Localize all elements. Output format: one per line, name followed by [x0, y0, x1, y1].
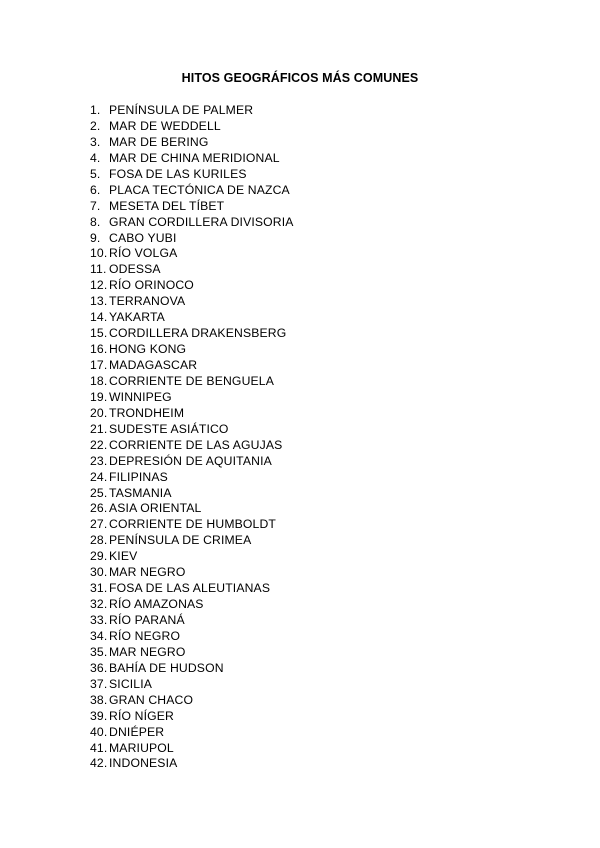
- list-item-number: 18.: [90, 373, 108, 388]
- list-item-number: 16.: [90, 342, 108, 357]
- list-item: [90, 231, 294, 247]
- list-item-label: PLACA TECTÓNICA DE NAZCA: [109, 182, 290, 197]
- list-item: [90, 438, 294, 454]
- list-item-label: GRAN CORDILLERA DIVISORIA: [109, 214, 294, 229]
- list-item-number: 13.: [90, 294, 108, 309]
- list-item-number: 15.: [90, 326, 108, 341]
- list-item-number: 35.: [90, 644, 108, 659]
- list-item-number: 25.: [90, 485, 108, 500]
- list-item-label: WINNIPEG: [109, 389, 172, 404]
- list-item-number: 12.: [90, 278, 108, 293]
- list-item: [90, 597, 294, 613]
- list-item-label: RÍO VOLGA: [109, 246, 178, 261]
- list-item-number: 23.: [90, 453, 108, 468]
- document-title: HITOS GEOGRÁFICOS MÁS COMUNES: [181, 71, 419, 85]
- list-item-number: 3.: [90, 134, 101, 149]
- list-item-number: 29.: [90, 549, 108, 564]
- list-item: [90, 342, 294, 358]
- list-item: [90, 741, 294, 757]
- list-item-number: 7.: [90, 198, 101, 213]
- list-item: [90, 246, 294, 262]
- list-item: [90, 310, 294, 326]
- list-item: [90, 103, 294, 119]
- list-item-label: MESETA DEL TÍBET: [109, 198, 225, 213]
- list-item-number: 40.: [90, 724, 108, 739]
- list-item: [90, 167, 294, 183]
- list-item: [90, 390, 294, 406]
- list-item: [90, 262, 294, 278]
- list-item-label: SICILIA: [109, 676, 153, 691]
- list-item-label: RÍO NEGRO: [109, 628, 181, 643]
- list-item-label: GRAN CHACO: [109, 692, 194, 707]
- list-item-label: SUDESTE ASIÁTICO: [109, 421, 229, 436]
- list-item-number: 36.: [90, 660, 108, 675]
- list-item: [90, 470, 294, 486]
- list-item-number: 41.: [90, 740, 108, 755]
- list-item-number: 11.: [90, 262, 107, 277]
- list-item-label: MAR DE BERING: [109, 134, 209, 149]
- list-item-label: TERRANOVA: [109, 294, 186, 309]
- list-item-number: 14.: [90, 310, 108, 325]
- list-item: [90, 135, 294, 151]
- landmark-list: [90, 103, 294, 772]
- list-item-label: CORRIENTE DE HUMBOLDT: [109, 517, 277, 532]
- list-item-number: 34.: [90, 628, 108, 643]
- list-item-label: MAR DE CHINA MERIDIONAL: [109, 150, 280, 165]
- list-item: [90, 756, 294, 772]
- list-item: [90, 517, 294, 533]
- list-item: [90, 119, 294, 135]
- list-item-number: 37.: [90, 676, 108, 691]
- list-item-label: CABO YUBI: [109, 230, 177, 245]
- list-item: [90, 709, 294, 725]
- list-item-number: 4.: [90, 150, 101, 165]
- list-item: [90, 565, 294, 581]
- list-item-label: MAR NEGRO: [109, 565, 186, 580]
- list-item: [90, 278, 294, 294]
- list-item-number: 39.: [90, 708, 108, 723]
- list-item-label: TRONDHEIM: [109, 405, 185, 420]
- list-item-label: RÍO ORINOCO: [109, 278, 194, 293]
- list-item: [90, 661, 294, 677]
- list-item: [90, 422, 294, 438]
- list-item-number: 10.: [90, 246, 108, 261]
- list-item-label: MARIUPOL: [109, 740, 174, 755]
- list-item-label: CORRIENTE DE BENGUELA: [109, 373, 275, 388]
- list-item: [90, 294, 294, 310]
- list-item-number: 42.: [90, 756, 108, 771]
- list-item-number: 28.: [90, 533, 108, 548]
- list-item-label: FILIPINAS: [109, 469, 168, 484]
- list-item: [90, 183, 294, 199]
- list-item: [90, 725, 294, 741]
- list-item-label: FOSA DE LAS KURILES: [109, 166, 247, 181]
- list-item-number: 24.: [90, 469, 108, 484]
- list-item-label: CORDILLERA DRAKENSBERG: [109, 326, 287, 341]
- list-item: [90, 454, 294, 470]
- list-item: [90, 215, 294, 231]
- list-item-label: DNIÉPER: [109, 724, 165, 739]
- list-item: [90, 326, 294, 342]
- list-item-label: MAR NEGRO: [109, 644, 186, 659]
- list-item: [90, 549, 294, 565]
- list-item-number: 27.: [90, 517, 108, 532]
- list-item-label: RÍO NÍGER: [109, 708, 175, 723]
- list-item: [90, 374, 294, 390]
- list-item-number: 21.: [90, 421, 108, 436]
- list-item-label: KIEV: [109, 549, 138, 564]
- list-item: [90, 613, 294, 629]
- list-item-label: YAKARTA: [109, 310, 165, 325]
- list-item-number: 17.: [90, 358, 108, 372]
- list-item-label: ODESSA: [109, 262, 161, 277]
- list-item: [90, 406, 294, 422]
- list-item-label: PENÍNSULA DE CRIMEA: [109, 533, 252, 548]
- list-item-label: FOSA DE LAS ALEUTIANAS: [109, 581, 271, 596]
- list-item-label: CORRIENTE DE LAS AGUJAS: [109, 437, 283, 452]
- list-item-label: RÍO AMAZONAS: [109, 597, 204, 612]
- list-item: [90, 629, 294, 645]
- list-item-number: 19.: [90, 389, 108, 404]
- list-item: [90, 486, 294, 502]
- list-item-number: 1.: [90, 103, 101, 117]
- list-item: [90, 199, 294, 215]
- list-item-label: TASMANIA: [109, 485, 172, 500]
- list-item-number: 8.: [90, 214, 101, 229]
- list-item-number: 33.: [90, 613, 108, 627]
- list-item-number: 26.: [90, 501, 108, 516]
- list-item-number: 9.: [90, 230, 101, 245]
- list-item: [90, 501, 294, 517]
- list-item-number: 22.: [90, 437, 108, 452]
- list-item-number: 5.: [90, 166, 101, 181]
- list-item: [90, 358, 294, 374]
- list-item-label: DEPRESIÓN DE AQUITANIA: [109, 453, 272, 468]
- list-item-number: 38.: [90, 692, 108, 707]
- list-item-number: 2.: [90, 118, 101, 133]
- list-item-label: HONG KONG: [109, 342, 187, 357]
- list-item-label: PENÍNSULA DE PALMER: [109, 103, 254, 117]
- list-item-label: MAR DE WEDDELL: [109, 118, 221, 133]
- list-item-label: MADAGASCAR: [109, 358, 198, 372]
- list-item-number: 6.: [90, 182, 101, 197]
- list-item-number: 30.: [90, 565, 108, 580]
- list-item-label: ASIA ORIENTAL: [109, 501, 202, 516]
- list-item: [90, 533, 294, 549]
- list-item: [90, 693, 294, 709]
- list-item-number: 31.: [90, 581, 108, 596]
- list-item: [90, 581, 294, 597]
- list-item: [90, 677, 294, 693]
- list-item: [90, 151, 294, 167]
- list-item-number: 20.: [90, 405, 108, 420]
- list-item-number: 32.: [90, 597, 108, 612]
- list-item: [90, 645, 294, 661]
- list-item-label: BAHÍA DE HUDSON: [109, 660, 224, 675]
- list-item-label: INDONESIA: [109, 756, 178, 771]
- list-item-label: RÍO PARANÁ: [109, 613, 185, 627]
